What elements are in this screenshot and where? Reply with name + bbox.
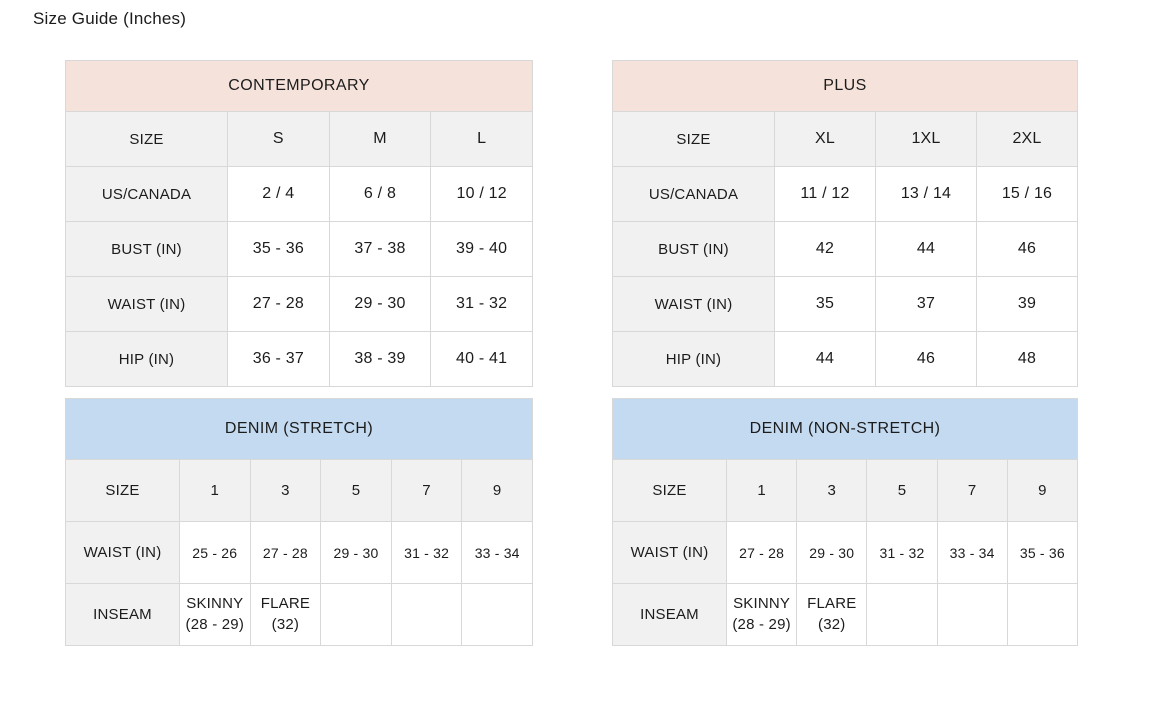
cell: 40 - 41	[431, 332, 533, 387]
inseam-length: (32)	[818, 615, 846, 633]
cell: 5	[867, 460, 937, 522]
cell: 3	[797, 460, 867, 522]
table-row	[66, 584, 533, 646]
table-header-row	[613, 61, 1078, 112]
cell	[867, 584, 937, 646]
inseam-style: SKINNY	[733, 595, 791, 613]
cell	[391, 584, 462, 646]
table-row	[66, 277, 533, 332]
row-label: SIZE	[66, 112, 228, 167]
table-row	[66, 112, 533, 167]
cell: 44	[876, 222, 977, 277]
cell: 31 - 32	[867, 522, 937, 584]
cell: 11 / 12	[775, 167, 876, 222]
row-label: SIZE	[613, 112, 775, 167]
row-label: INSEAM	[66, 584, 180, 646]
cell: 1XL	[876, 112, 977, 167]
contemporary-table	[65, 60, 533, 387]
table-row	[613, 222, 1078, 277]
table-row	[613, 277, 1078, 332]
cell	[1007, 584, 1077, 646]
row-label: WAIST (IN)	[66, 522, 180, 584]
plus-table	[612, 60, 1078, 387]
table-row	[66, 522, 533, 584]
cell: 27 - 28	[250, 522, 321, 584]
cell: 37	[876, 277, 977, 332]
table-row	[66, 167, 533, 222]
cell: 31 - 32	[431, 277, 533, 332]
cell	[180, 584, 251, 646]
table-row	[613, 584, 1078, 646]
cell: 31 - 32	[391, 522, 462, 584]
cell: 36 - 37	[228, 332, 330, 387]
cell: S	[228, 112, 330, 167]
table-row	[66, 332, 533, 387]
cell: L	[431, 112, 533, 167]
inseam-length: (28 - 29)	[185, 615, 245, 633]
table-header-row	[66, 399, 533, 460]
row-label: BUST (IN)	[66, 222, 228, 277]
row-label: US/CANADA	[613, 167, 775, 222]
inseam-style: FLARE	[807, 595, 857, 613]
table-row	[66, 222, 533, 277]
row-label: SIZE	[66, 460, 180, 522]
cell: 6 / 8	[329, 167, 431, 222]
table-header-row	[66, 61, 533, 112]
inseam-length: (28 - 29)	[732, 615, 791, 633]
cell: 35 - 36	[1007, 522, 1077, 584]
table-row	[613, 332, 1078, 387]
cell: 35	[775, 277, 876, 332]
cell: 29 - 30	[797, 522, 867, 584]
cell: M	[329, 112, 431, 167]
cell: 33 - 34	[937, 522, 1007, 584]
inseam-style: FLARE	[260, 595, 311, 613]
cell	[250, 584, 321, 646]
cell: 42	[775, 222, 876, 277]
cell: 9	[462, 460, 533, 522]
denim-nonstretch-table	[612, 398, 1078, 646]
cell: 7	[937, 460, 1007, 522]
denim-stretch-table	[65, 398, 533, 646]
table-row	[66, 460, 533, 522]
row-label: SIZE	[613, 460, 727, 522]
cell: 46	[876, 332, 977, 387]
table-header-row	[613, 399, 1078, 460]
cell: 2XL	[977, 112, 1078, 167]
table-row	[613, 460, 1078, 522]
cell: 27 - 28	[228, 277, 330, 332]
cell: 13 / 14	[876, 167, 977, 222]
cell: 5	[321, 460, 392, 522]
inseam-style: SKINNY	[186, 595, 244, 613]
row-label: WAIST (IN)	[613, 277, 775, 332]
cell: 15 / 16	[977, 167, 1078, 222]
cell	[797, 584, 867, 646]
page-title: Size Guide (Inches)	[33, 9, 187, 28]
cell: 38 - 39	[329, 332, 431, 387]
cell: 33 - 34	[462, 522, 533, 584]
table-row	[613, 112, 1078, 167]
cell: 29 - 30	[329, 277, 431, 332]
cell: 2 / 4	[228, 167, 330, 222]
denim-stretch-table-title: DENIM (STRETCH)	[66, 399, 533, 460]
row-label: WAIST (IN)	[66, 277, 228, 332]
row-label: BUST (IN)	[613, 222, 775, 277]
cell: 46	[977, 222, 1078, 277]
cell: XL	[775, 112, 876, 167]
table-row	[613, 522, 1078, 584]
cell: 1	[180, 460, 251, 522]
cell	[937, 584, 1007, 646]
cell: 10 / 12	[431, 167, 533, 222]
row-label: WAIST (IN)	[613, 522, 727, 584]
row-label: HIP (IN)	[66, 332, 228, 387]
cell: 39 - 40	[431, 222, 533, 277]
cell: 9	[1007, 460, 1077, 522]
plus-table-title: PLUS	[613, 61, 1078, 112]
cell: 37 - 38	[329, 222, 431, 277]
cell	[462, 584, 533, 646]
cell: 29 - 30	[321, 522, 392, 584]
row-label: US/CANADA	[66, 167, 228, 222]
denim-nonstretch-table-title: DENIM (NON-STRETCH)	[613, 399, 1078, 460]
cell: 7	[391, 460, 462, 522]
cell: 3	[250, 460, 321, 522]
row-label: INSEAM	[613, 584, 727, 646]
row-label: HIP (IN)	[613, 332, 775, 387]
cell: 27 - 28	[727, 522, 797, 584]
cell: 48	[977, 332, 1078, 387]
cell: 35 - 36	[228, 222, 330, 277]
cell	[727, 584, 797, 646]
cell: 44	[775, 332, 876, 387]
cell	[321, 584, 392, 646]
table-row	[613, 167, 1078, 222]
cell: 25 - 26	[180, 522, 251, 584]
cell: 39	[977, 277, 1078, 332]
cell: 1	[727, 460, 797, 522]
inseam-length: (32)	[271, 615, 300, 633]
contemporary-table-title: CONTEMPORARY	[66, 61, 533, 112]
